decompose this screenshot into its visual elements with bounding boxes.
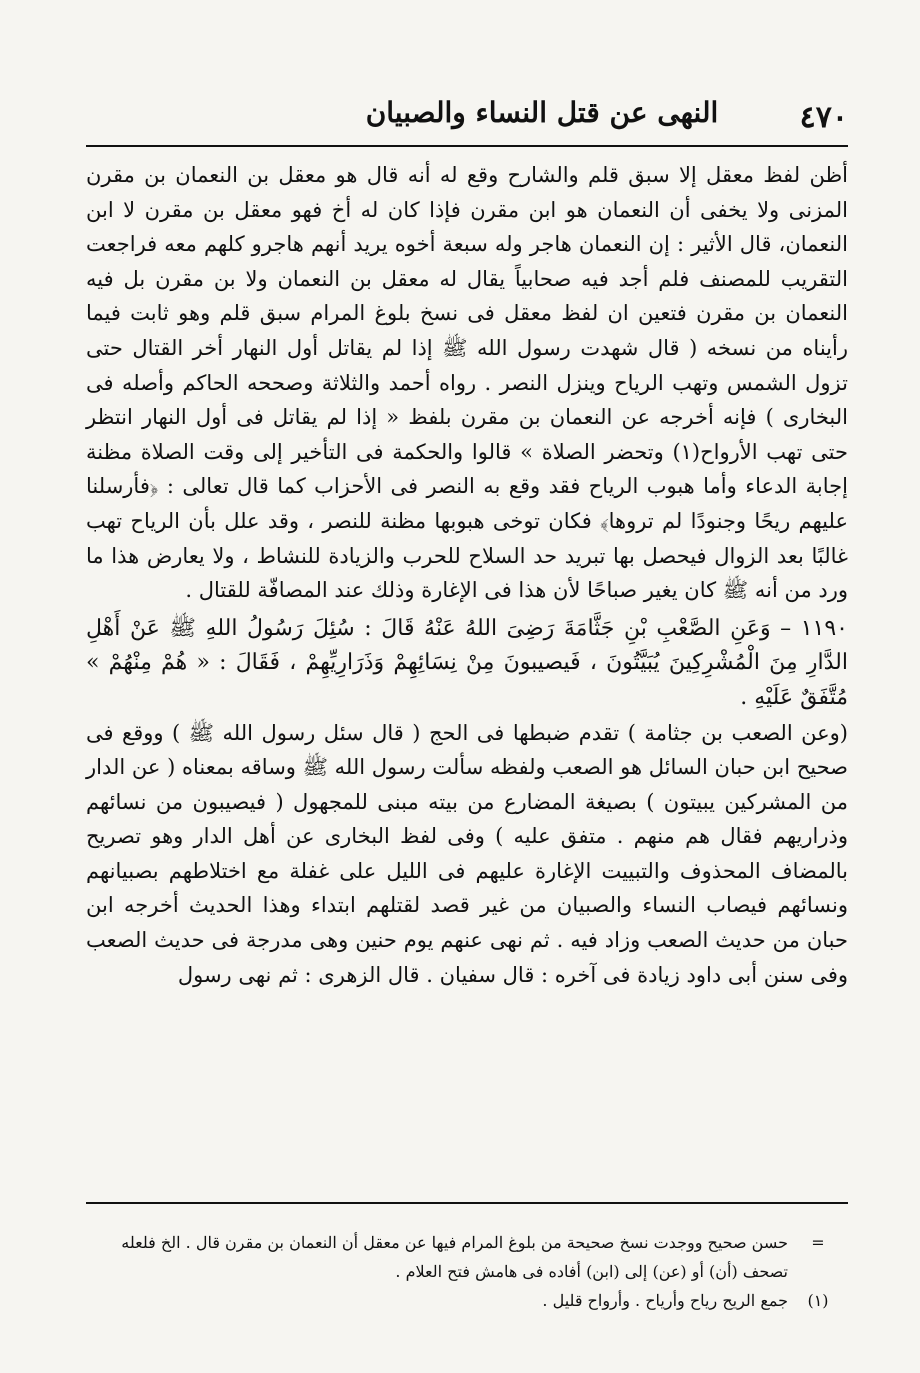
page-number: ٤٧٠ bbox=[799, 100, 848, 135]
footnote-continued bbox=[86, 1228, 848, 1286]
footnote-text: جمع الريح رياح وأرياح . وأرواح قليل . bbox=[542, 1291, 788, 1310]
page-header bbox=[86, 96, 848, 142]
commentary-paragraph-2: (وعن الصعب بن جثامة ) تقدم ضبطها فى الحج ( قال سئل رسول الله ﷺ ) ووقع فى صحيح ابن حبان السائل هو الصعب ولفظه سألت رسول الله ﷺ وساقه بمعناه ( عن الدار من المشركين يبيتون ) بصيغة المضارع من بيته مبنى للمجهول ( فيصيبون من نسائهم وذراريهم فقال هم منهم . متفق عليه ) وفى لفظ البخارى عن أهل الدار وهو تصريح بالمضاف المحذوف والتبييت الإغارة عليهم فى الليل على غفلة مع اختلاطهم بصبيانهم ونسائهم فيصاب النساء والصبيان من غير قصد لقتلهم ابتداء وهذا الحديث أخرجه ابن حبان من حديث الصعب وزاد فيه . ثم نهى عنهم يوم حنين وهى مدرجة فى حديث الصعب وفى سنن أبى داود زيادة فى آخره : قال سفيان . قال الزهرى : ثم نهى رسول bbox=[86, 720, 848, 987]
header-divider bbox=[86, 145, 848, 147]
commentary-paragraph-1: أظن لفظ معقل إلا سبق قلم والشارح وقع له أنه قال هو معقل بن النعمان بن مقرن المزنى ولا يخفى أن النعمان هو ابن مقرن فإذا كان له أخ فهو معقل بن مقرن لا ابن النعمان، قال الأثير : إن النعمان هاجر وله سبعة أخوه يريد أنهم هاجرو كلهم معه فراجعت التقريب للمصنف فلم أجد فيه صحابياً يقال له معقل بن النعمان ولا بن مقرن بل فيه النعمان بن مقرن فتعين ان لفظ معقل فى نسخ بلوغ المرام سبق قلم وهو ثابت فيما رأيناه من نسخه ( قال شهدت رسول الله ﷺ إذا لم يقاتل أول النهار أخر القتال حتى تزول الشمس وتهب الرياح وينزل النصر . رواه أحمد والثلاثة وصححه الحاكم وأصله فى البخارى ) فإنه أخرجه عن النعمان بن مقرن بلفظ « إذا لم يقاتل فى أول النهار انتظر حتى تهب الأرواح(١) وتحضر الصلاة » قالوا والحكمة فى التأخير إلى وقت الصلاة مظنة إجابة الدعاء وأما هبوب الرياح فقد وقع به النصر فى الأحزاب كما قال تعالى : ﴿فأرسلنا عليهم ريحًا وجنودًا لم تروها﴾ فكان توخى هبوبها مظنة للنصر ، وقد علل بأن الرياح تهب غالبًا بعد الزوال فيحصل بها تبريد حد السلاح للحرب والزيادة للنشاط ، ولا يعارض هذا ما ورد من أنه ﷺ كان يغير صباحًا لأن هذا فى الإغارة وذلك عند المصافّة للقتال . bbox=[86, 163, 849, 603]
footnote-marker: = bbox=[811, 1233, 825, 1252]
footnote-text: حسن صحيح ووجدت نسخ صحيحة من بلوغ المرام فيها عن معقل أن النعمان بن مقرن قال . الخ فلعله تصحف (أن) أو (عن) إلى (ابن) أفاده فى هامش فتح العلام . bbox=[121, 1233, 788, 1281]
footnotes bbox=[86, 1228, 848, 1315]
footnote-divider bbox=[86, 1202, 848, 1204]
main-text bbox=[86, 158, 848, 992]
footnote-1 bbox=[86, 1286, 848, 1315]
hadith-1190: ١١٩٠ – وَعَنِ الصَّعْبِ بْنِ جَثَّامَةَ رَضِىَ اللهُ عَنْهُ قَالَ : سُئِلَ رَسُولُ اللهِ ﷺ عَنْ أَهْلِ الدَّارِ مِنَ الْمُشْرِكِينَ يُبَيَّتُونَ ، فَيصيبونَ مِنْ نِسَائِهِمْ وَذَرَارِيِّهِمْ ، فَقَالَ : « هُمْ مِنْهُمْ » مُتَّفَقٌ عَلَيْهِ . bbox=[86, 615, 848, 710]
footnote-marker: (١) bbox=[807, 1291, 829, 1310]
running-title: النهى عن قتل النساء والصبيان bbox=[365, 96, 719, 129]
